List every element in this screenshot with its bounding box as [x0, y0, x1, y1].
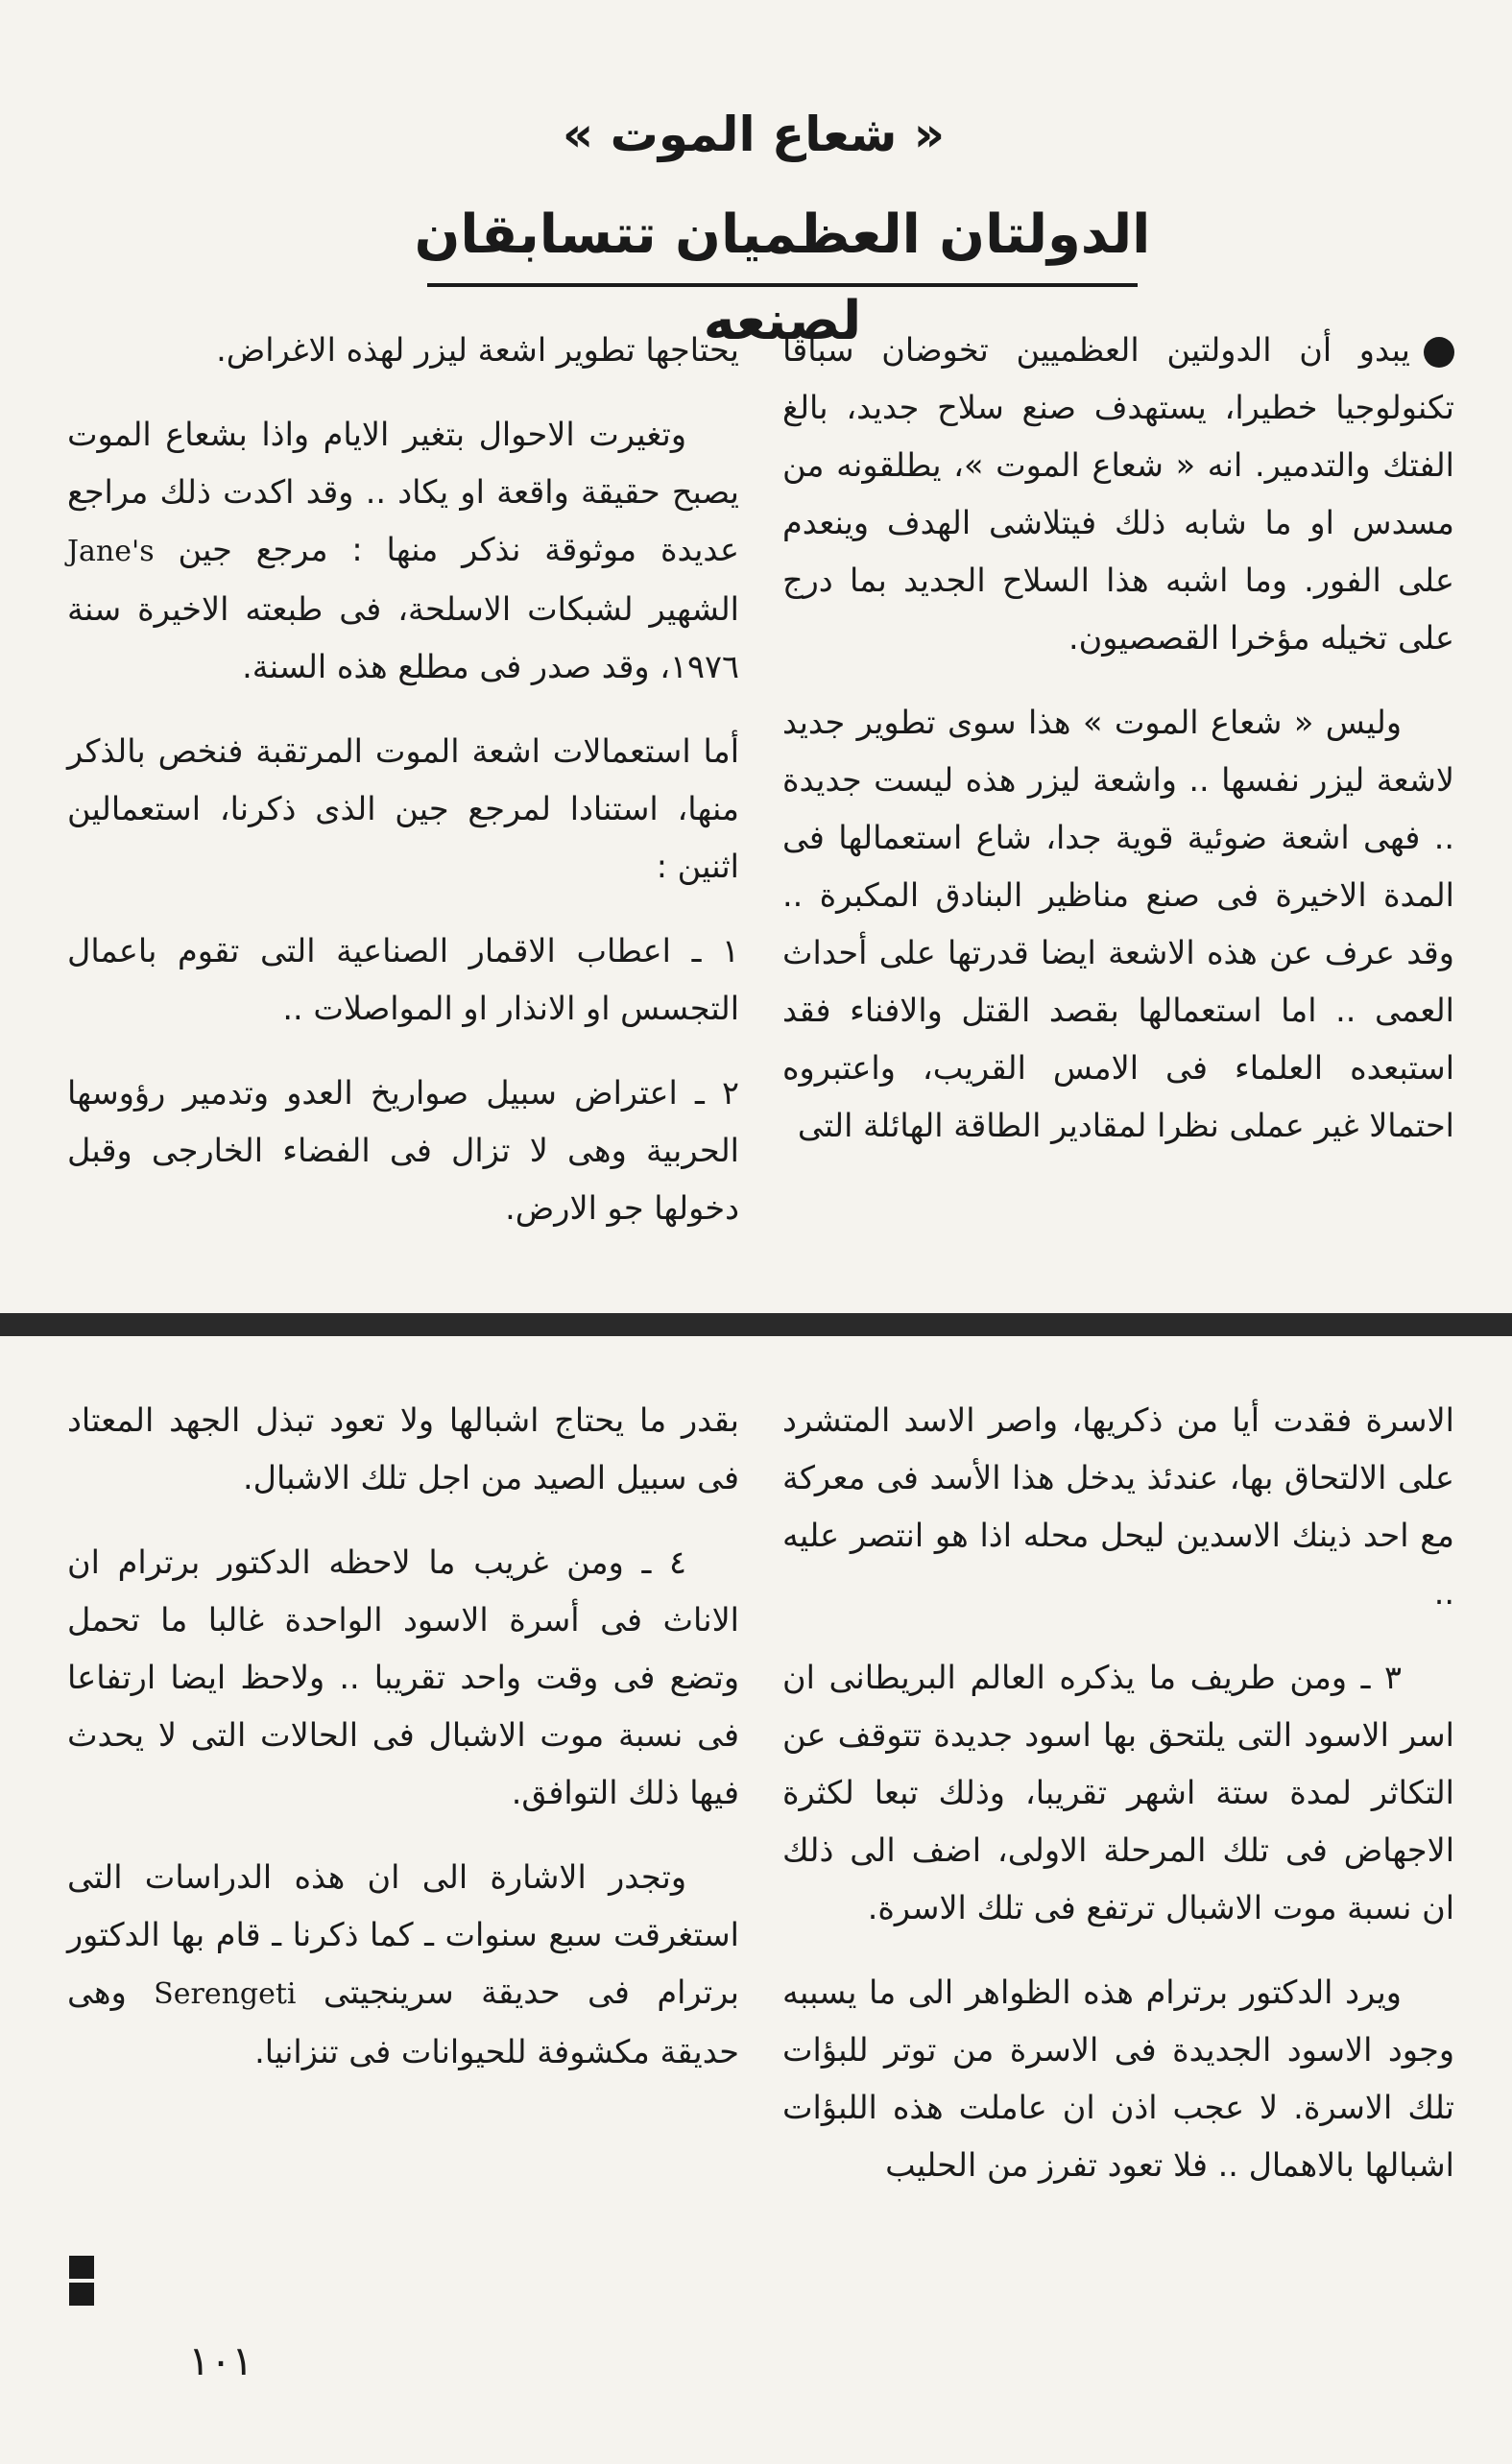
article-headline: الدولتان العظميان تتسابقان لصنعه	[414, 203, 1151, 352]
section-divider	[0, 1313, 1512, 1336]
list-item: ١ ـ اعطاب الاقمار الصناعية التى تقوم باعمال التجسس او الانذار او المواصلات ..	[67, 932, 739, 1027]
paragraph: الاسرة فقدت أيا من ذكريها، واصر الاسد المتشرد على الالتحاق بها، عندئذ يدخل هذا الأسد فى معركة مع احد ذينك الاسدين ليحل محله اذا هو انتصر عليه ..	[782, 1401, 1454, 1612]
paragraph	[782, 322, 1454, 667]
end-of-article-icon	[69, 2256, 125, 2279]
bottom-right-column	[782, 1392, 1454, 2221]
bottom-left-column	[67, 1392, 739, 2108]
bullet-icon	[1424, 337, 1454, 368]
paragraph: يحتاجها تطوير اشعة ليزر لهذه الاغراض.	[216, 331, 739, 369]
paragraph: أما استعمالات اشعة الموت المرتقبة فنخص بالذكر منها، استنادا لمرجع جين الذى ذكرنا، استعمالين اثنين :	[67, 732, 739, 885]
paragraph-text: الشهير لشبكات الاسلحة، فى طبعته الاخيرة سنة ١٩٧٦، وقد صدر فى مطلع هذه السنة.	[67, 590, 739, 685]
paragraph-text: يبدو أن الدولتين العظميين تخوضان سباقا تكنولوجيا خطيرا، يستهدف صنع سلاح جديد، بالغ الفتك والتدمير. انه « شعاع الموت »، يطلقونه من مسدس او ما شابه ذلك فيتلاشى الهدف وينعدم على الفور. وما اشبه هذا السلاح الجديد بما درج على تخيله مؤخرا القصصيون.	[782, 331, 1454, 657]
page-number: ١٠١	[188, 2337, 253, 2384]
place-name: Serengeti	[154, 1977, 297, 2011]
headline-underline	[427, 283, 1138, 287]
reference-name: Jane's	[67, 535, 155, 568]
list-item: ٣ ـ ومن طريف ما يذكره العالم البريطانى ان اسر الاسود التى يلتحق بها اسود جديدة تتوقف عن التكاثر لمدة ستة اشهر تقريبا، وذلك تبعا لكثرة الاجهاض فى تلك المرحلة الاولى، اضف الى ذلك ان نسبة موت الاشبال ترتفع فى تلك الاسرة.	[782, 1659, 1454, 1926]
article-kicker: « شعاع الموت »	[562, 107, 946, 162]
list-item: ٤ ـ ومن غريب ما لاحظه الدكتور برترام ان الاناث فى أسرة الاسود الواحدة غالبا ما تحمل وتضع فى وقت واحد تقريبا .. ولاحظ ايضا ارتفاعا فى نسبة موت الاشبال فى الحالات التى لا يحدث فيها ذلك التوافق.	[67, 1543, 739, 1811]
paragraph: بقدر ما يحتاج اشبالها ولا تعود تبذل الجهد المعتاد فى سبيل الصيد من اجل تلك الاشبال.	[67, 1401, 739, 1496]
paragraph-text: وهى حديقة مكشوفة للحيوانات فى تنزانيا.	[67, 1974, 739, 2070]
paragraph: ويرد الدكتور برترام هذه الظواهر الى ما يسببه وجود الاسود الجديدة فى الاسرة من توتر للبؤات تلك الاسرة. لا عجب اذن ان عاملت هذه اللبؤات اشبالها بالاهمال .. فلا تعود تفرز من الحليب	[782, 1974, 1454, 2184]
top-right-column	[782, 322, 1454, 1182]
top-left-column	[67, 322, 739, 1264]
paragraph	[67, 406, 739, 696]
list-item: ٢ ـ اعتراض سبيل صواريخ العدو وتدمير رؤوسها الحربية وهى لا تزال فى الفضاء الخارجى وقبل دخولها جو الارض.	[67, 1074, 739, 1227]
paragraph: وليس « شعاع الموت » هذا سوى تطوير جديد لاشعة ليزر نفسها .. واشعة ليزر هذه ليست جديدة .. فهى اشعة ضوئية قوية جدا، شاع استعمالها فى المدة الاخيرة فى صنع مناظير البنادق المكبرة .. وقد عرف عن هذه الاشعة ايضا قدرتها على أحداث العمى .. اما استعمالها بقصد القتل والافناء فقد استبعده العلماء فى الامس القريب، واعتبروه احتمالا غير عملى نظرا لمقادير الطاقة الهائلة التى	[782, 704, 1454, 1144]
paragraph-text: وتجدر الاشارة الى ان هذه الدراسات التى استغرقت سبع سنوات ـ كما ذكرنا ـ قام بها الدكتور برترام فى حديقة سرينجيتى	[67, 1858, 739, 2011]
paragraph-text: وتغيرت الاحوال بتغير الايام واذا بشعاع الموت يصبح حقيقة واقعة او يكاد .. وقد اكدت ذلك مراجع عديدة موثوقة نذكر منها : مرجع جين	[67, 416, 739, 568]
paragraph	[67, 1849, 739, 2081]
